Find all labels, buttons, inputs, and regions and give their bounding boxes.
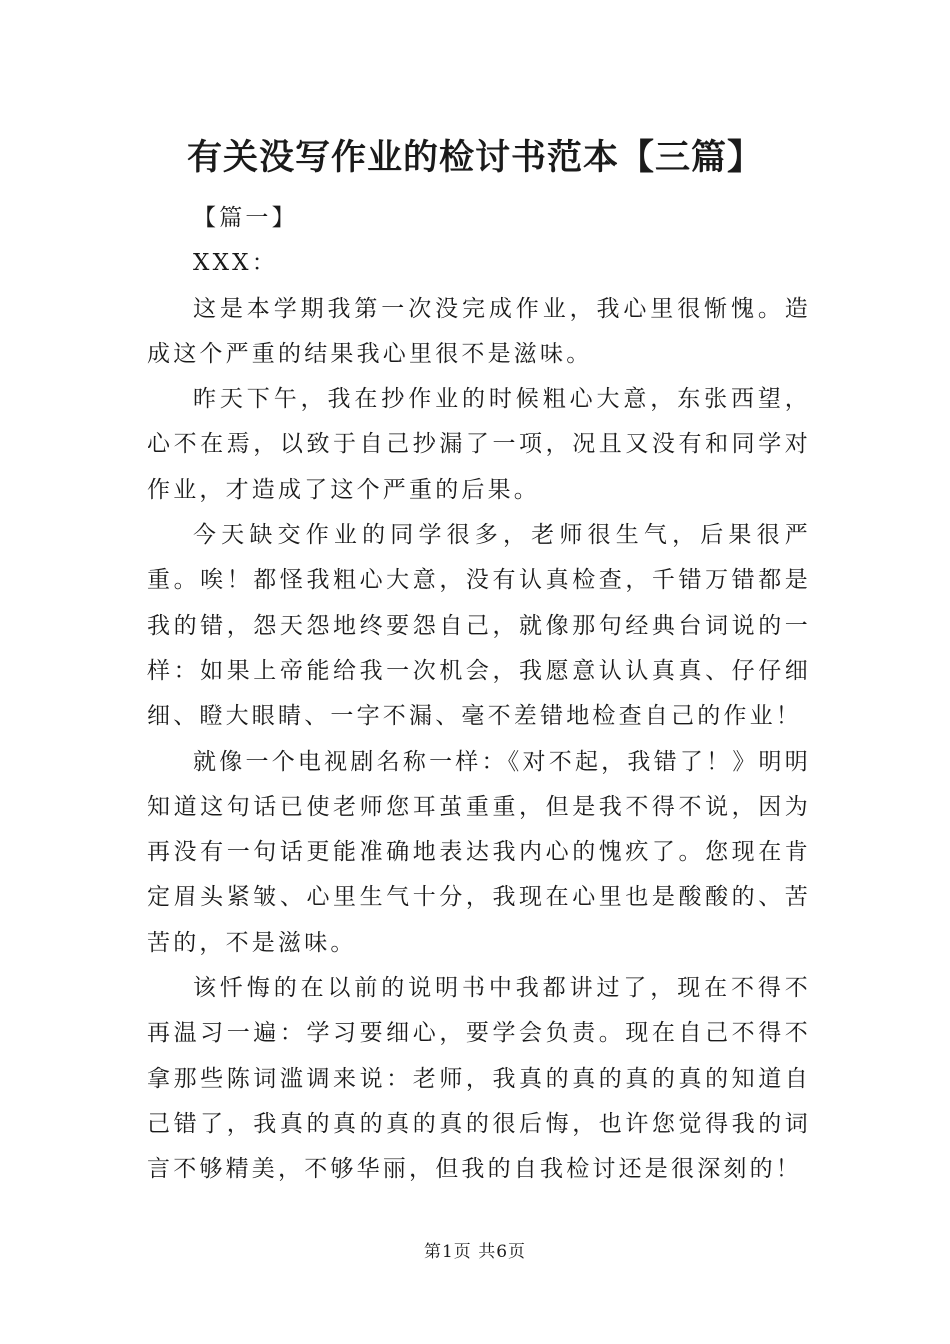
paragraph-2: 昨天下午，我在抄作业的时候粗心大意，东张西望，心不在焉，以致于自己抄漏了一项，况且又没有和同学对作业，才造成了这个严重的后果。 bbox=[147, 386, 811, 503]
document-body bbox=[147, 196, 811, 1193]
paragraph-4: 就像一个电视剧名称一样：《对不起，我错了！》明明知道这句话已使老师您耳茧重重，但是我不得不说，因为再没有一句话更能准确地表达我内心的愧疚了。您现在肯定眉头紧皱、心里生气十分，我现在心里也是酸酸的、苦苦的，不是滋味。 bbox=[147, 748, 811, 956]
document-title: 有关没写作业的检讨书范本【三篇】 bbox=[186, 137, 763, 178]
paragraph-5: 该忏悔的在以前的说明书中我都讲过了，现在不得不再温习一遍：学习要细心，要学会负责。现在自己不得不拿那些陈词滥调来说：老师，我真的真的真的真的知道自己错了，我真的真的真的真的很后悔，也许您觉得我的词言不够精美，不够华丽，但我的自我检讨还是很深刻的！ bbox=[147, 975, 811, 1183]
paragraph-1: 这是本学期我第一次没完成作业，我心里很惭愧。造成这个严重的结果我心里很不是滋味。 bbox=[147, 295, 811, 367]
paragraph-3: 今天缺交作业的同学很多，老师很生气，后果很严重。唉！都怪我粗心大意，没有认真检查，千错万错都是我的错，怨天怨地终要怨自己，就像那句经典台词说的一样：如果上帝能给我一次机会，我愿意认认真真、仔仔细细、瞪大眼睛、一字不漏、毫不差错地检查自己的作业！ bbox=[147, 522, 811, 730]
page-footer: 第1页 共6页 bbox=[423, 1242, 527, 1262]
section-heading: 【篇一】 bbox=[193, 205, 298, 231]
salutation: XXX： bbox=[193, 250, 278, 277]
